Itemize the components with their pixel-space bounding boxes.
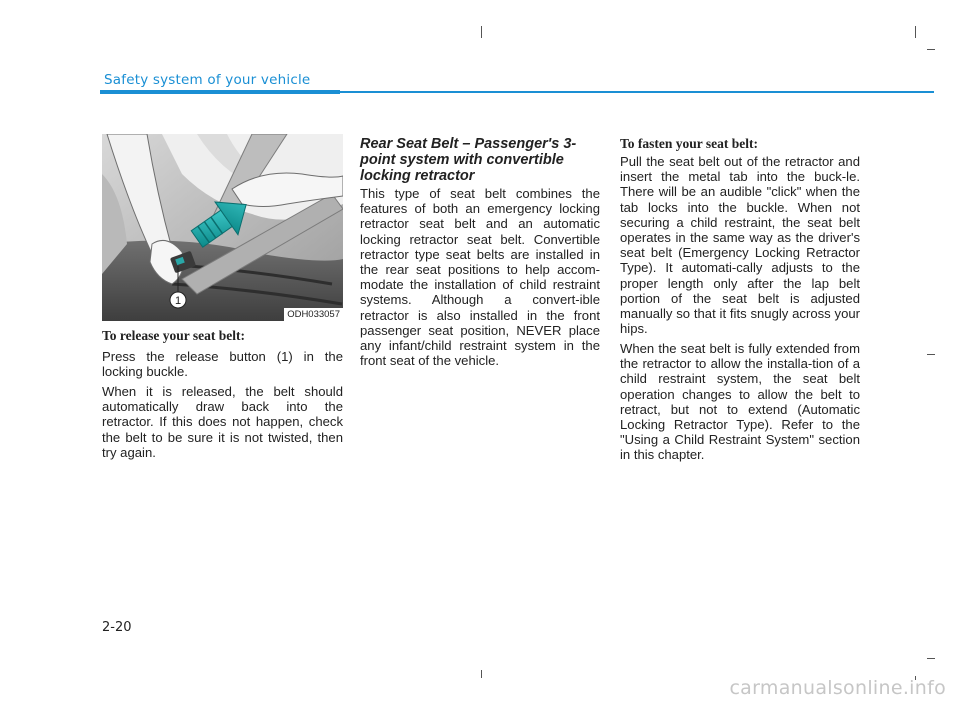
header-rule-thin — [340, 91, 934, 93]
header-rule-thick — [100, 90, 340, 94]
rear-seat-belt-heading: Rear Seat Belt – Passenger's 3-point system with convertible locking retractor — [360, 136, 577, 184]
release-paragraph-2: When it is released, the belt should automatically draw back into the retractor. If this does not happen, check the belt to be sure it is not twisted, then try again. — [102, 384, 343, 460]
fasten-paragraph-2: When the seat belt is fully extended from the retractor to allow the installa-tion of a child restraint system, the seat belt operation changes to allow the belt to retract, but not to extend (Automatic Locking Retractor Type). Refer to the "Using a Child Restraint System" section in this chapter. — [620, 341, 860, 463]
crop-mark-top-right — [915, 26, 916, 38]
crop-mark-top-left — [481, 26, 482, 38]
seat-belt-drawing — [102, 134, 343, 321]
crop-mark-right-2 — [927, 354, 935, 355]
callout-number: 1 — [174, 295, 182, 307]
release-heading: To release your seat belt: — [102, 328, 245, 343]
section-header-title: Safety system of your vehicle — [104, 72, 311, 88]
figure-code: ODH033057 — [284, 308, 343, 321]
watermark: carmanualsonline.info — [729, 677, 946, 699]
fasten-paragraph-1: Pull the seat belt out of the retractor and insert the metal tab into the buck-le. There will be an audible "click" when the tab locks into the buckle. When not securing a child restraint, the seat belt operates in the same way as the driver's seat belt (Emergency Locking Retractor Type). It automati-cally adjusts to the proper length only after the lap belt portion of the seat belt is adjusted manually so that it fits snugly across your hips. — [620, 154, 860, 337]
rear-seat-belt-paragraph: This type of seat belt combines the features of both an emergency locking retractor seat belt and an automatic locking retractor seat belt. Convertible retractor type seat belts are installed in the rear seat positions to help accom-modate the installation of child restraint systems. Although a convert-ible retractor is also installed in the front passenger seat position, NEVER place any infant/child restraint system in the front seat of the vehicle. — [360, 186, 600, 369]
fasten-heading: To fasten your seat belt: — [620, 136, 758, 151]
crop-mark-bottom-center — [481, 670, 482, 678]
seat-belt-illustration — [102, 134, 343, 321]
crop-mark-right-3 — [927, 658, 935, 659]
release-paragraph-1: Press the release button (1) in the locking buckle. — [102, 349, 343, 380]
crop-mark-right-1 — [927, 49, 935, 50]
page-number: 2-20 — [102, 620, 132, 635]
